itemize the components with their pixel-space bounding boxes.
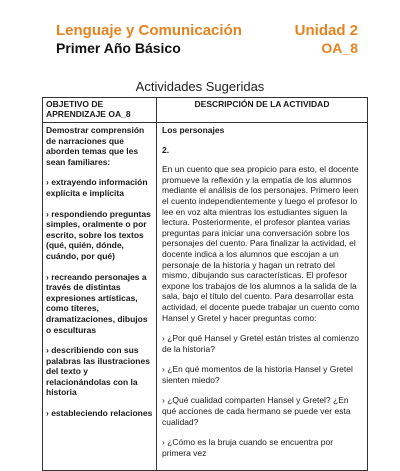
objective-item: › respondiendo preguntas simples, oralmente o por escrito, sobre los textos (qué, quién, dónde, cuándo, por qué) [46,208,151,261]
objective-column-header: OBJETIVO DE APRENDIZAJE OA_8 [43,98,157,123]
activity-title: Los personajes [162,125,225,135]
header-left [56,22,242,57]
header-right [295,22,358,57]
activity-paragraph: En un cuento que sea propicio para esto, el docente promueve la reflexión y la empatía de los alumnos mediante el análisis de los personajes. Primero leen el cuento independientemente y luego el profesor lo lee en voz alta mientras los estudiantes siguen la lectura. Posteriormente, el profesor plantea varias preguntas para iniciar una conversación sobre los personajes del cuento. Para finalizar la actividad, el docente indica a los alumnos que escojan a un personaje de la historia y hagan un retrato del mismo, dibujando sus características. El profesor expone los trabajos de los alumnos a la salida de la sala, bajo el título del cuento. Para desarrollar esta actividad, el docente puede trabajar un cuento como Hansel y Gretel y hacer preguntas como: [162,164,360,323]
unit-label: Unidad 2 [294,22,358,39]
activity-number: 2. [162,144,170,155]
section-title: Actividades Sugeridas [135,79,265,94]
objective-intro: Demostrar comprensión de narraciones que aborden temas que les sean familiares: [46,125,145,167]
objective-code: OA_8 [321,40,358,56]
grade-title: Primer Año Básico [56,40,181,56]
question-item: › ¿Cómo es la bruja cuando se encuentra por primera vez [162,437,334,458]
objective-item: › describiendo con sus palabras las ilustraciones del texto y relacionándolas con la historia [46,345,150,398]
objective-item: › recreando personajes a través de distintas expresiones artísticas, como títeres, dramatizaciones, dibujos o esculturas [46,271,148,335]
description-column-header: DESCRIPCIÓN DE LA ACTIVIDAD [157,98,368,123]
activities-table [42,97,368,471]
objective-item: › estableciendo relaciones [46,408,153,419]
table-header-row [43,98,368,123]
objectives-cell [43,123,157,471]
question-item: › ¿Qué cualidad comparten Hansel y Gretel? ¿En qué acciones de cada hermano se puede ver esta cualidad? [162,395,351,427]
question-item: › ¿En qué momentos de la historia Hansel y Gretel sienten miedo? [162,364,353,385]
description-cell [157,123,368,471]
objective-item: › extrayendo información explícita e implícita [46,177,148,198]
table-row [43,123,368,471]
subject-title: Lenguaje y Comunicación [56,22,242,39]
page-header [0,0,400,60]
question-item: › ¿Por qué Hansel y Gretel están tristes al comienzo de la historia? [162,333,359,354]
